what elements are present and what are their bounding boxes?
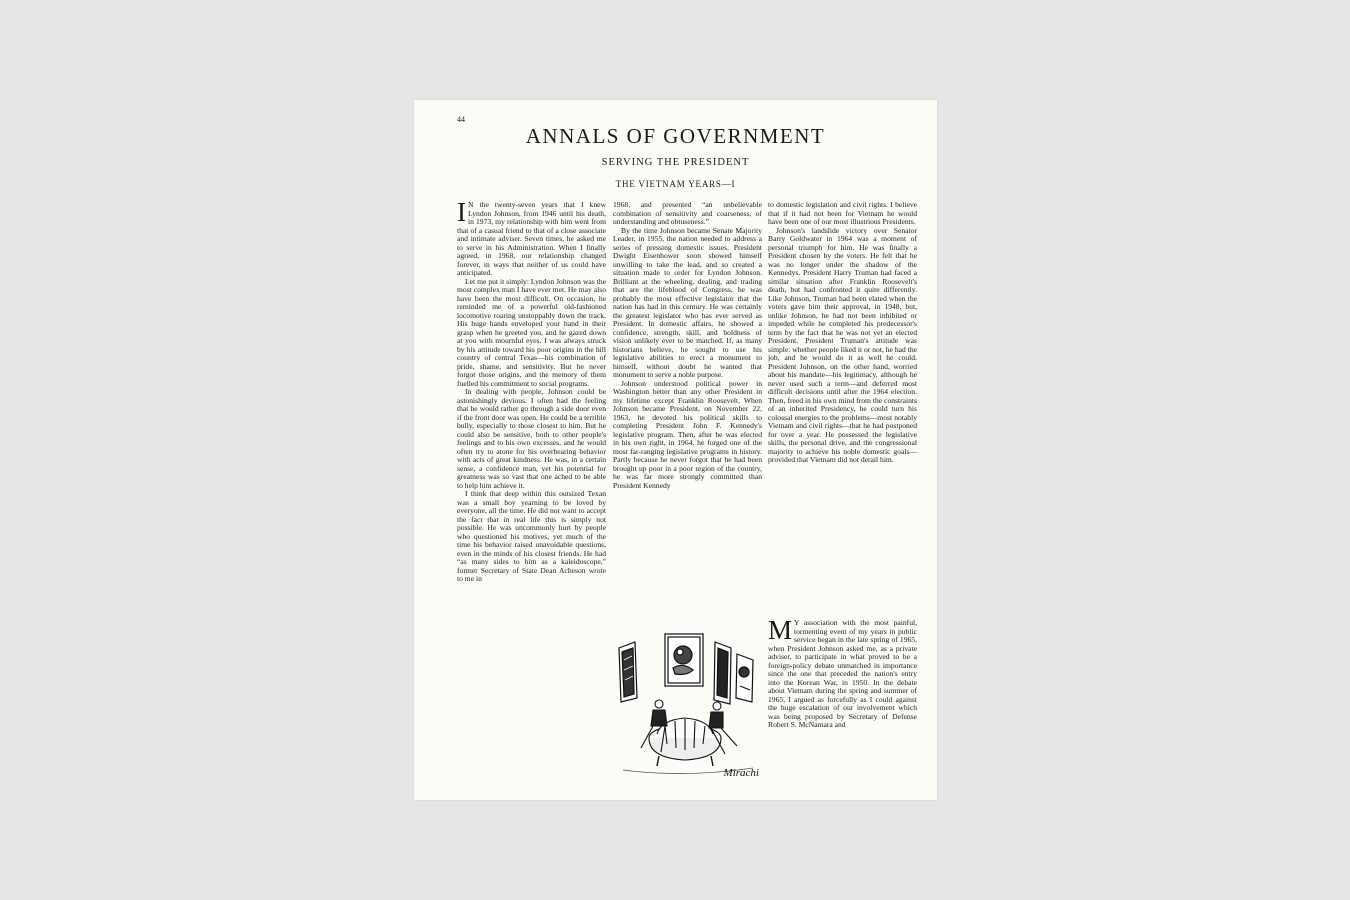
page-number: 44 <box>457 115 465 124</box>
article-column-2 <box>613 201 762 626</box>
article-column-1 <box>457 201 606 781</box>
paragraph: Johnson's landslide victory over Senator Barry Goldwater in 1964 was a moment of personal triumph for him. He was finally a President chosen by the voters. He felt that he was no longer under the shadow of the Kennedys. President Harry Truman had faced a similar situation after Franklin Roosevelt's death, but had confronted it quite differently. Like Johnson, Truman had been elated when the voters gave him their approval, in 1948, but, unlike Johnson, he had not been inhibited or impeded while he completed his predecessor's term by the fact that he was not yet an elected President. President Truman's attitude was simple: whether people liked it or not, he had the job, and he would do it as well he could. President Johnson, on the other hand, worried about his mandate—his legitimacy, although he never used such a term—and deferred most difficult decisions until after the 1964 election. Then, freed in his own mind from the constraints of an inherited Presidency, he could turn his colossal energies to the problems—most notably Vietnam and civil rights—that he had postponed for over a year. He possessed the legislative skills, the personal drive, and the congressional majority to achieve his noble domestic goals—provided that Vietnam did not derail him. <box>768 225 917 464</box>
paragraph: Johnson understood political power in Washington better than any other President in my lifetime except Franklin Roosevelt. When Johnson became President, on November 22, 1963, he devoted his political skills to completing President John F. Kennedy's legislative program. Then, after he was elected in his own right, in 1964, he forged one of the most far-ranging legislative programs in history. Partly because he never forgot that he had been brought up poor in a poor region of the country, he was far more strongly committed than President Kennedy <box>613 378 762 490</box>
drop-cap: M <box>768 619 793 645</box>
center-painting <box>665 634 703 686</box>
paragraph: Let me put it simply: Lyndon Johnson was the most complex man I have ever met. He may also have been the most difficult. On occasion, he reminded me of a powerful old-fashioned locomotive roaring unstoppably down the track. His huge hands enveloped your hand in their grasp when he greeted you, and he gazed down at you with mournful eyes. I was always struck by his attitude toward his poor origins in the hill country of central Texas—his combination of pride, shame, and sensitivity. But he never forgot those origins, and the memory of them fuelled his commitment to social programs. <box>457 276 606 388</box>
paragraph: M Y association with the most painful, tormenting event of my years in public service began in the late spring of 1965, when President Johnson asked me, as a private adviser, to participate in what proved to be a foreign-policy debate unmatched in importance since the one that preceded the nation's entry into the Korean War, in 1950. In the debate about Vietnam during the spring and summer of 1965, I argued as forcefully as I could against the huge escalation of our involvement which was being proposed by Secretary of Defense Robert S. McNamara and <box>768 619 917 729</box>
paragraph: I N the twenty-seven years that I knew Lyndon Johnson, from 1946 until his death, in 1973, my relationship with him went from that of a casual friend to that of a close associate and intimate adviser. Seven times, he asked me to serve in his Administration. When I finally agreed, in 1968, our relationship changed forever, in ways that neither of us could have anticipated. <box>457 201 606 277</box>
article-column-3 <box>768 201 917 597</box>
article-column-3-section <box>768 619 917 781</box>
artist-signature: Mirachi <box>723 767 759 779</box>
cartoon-illustration <box>613 630 762 782</box>
paragraph: I think that deep within this outsized Texan was a small boy yearning to be loved by everyone, all the time. He did not want to accept the fact that in real life this is simply not possible. He was uncommonly hurt by people who questioned his motives, yet much of the time his behavior raised unavoidable questions, even in the minds of his closest friends. He had “as many sides to him as a kaleidoscope,” former Secretary of State Dean Acheson wrote to me in <box>457 489 606 583</box>
left-painting <box>619 642 637 702</box>
magazine-page <box>414 100 937 800</box>
paragraph: to domestic legislation and civil rights. I believe that if it had not been for Vietnam he would have been one of our most illustrious Presidents. <box>768 201 917 226</box>
right-paintings <box>714 642 753 704</box>
series-title: THE VIETNAM YEARS—I <box>615 179 736 189</box>
paragraph: In dealing with people, Johnson could be astonishingly devious. I often had the feeling that he would rather go through a side door even if the front door was open. He could be a terrible bully, especially to those closest to him. But he could also be sensitive, both to other people's feelings and to his own excesses, and he would often try to atone for his overbearing behavior with acts of great kindness. He was, in a certain sense, a confidence man, yet his potential for greatness was so vast that one ached to be able to help him achieve it. <box>457 387 606 490</box>
page-title: ANNALS OF GOVERNMENT <box>525 124 826 148</box>
paragraph: 1968, and presented “an unbelievable combination of sensitivity and coarseness, of understanding and obtuseness.” <box>613 201 762 226</box>
drop-cap: I <box>457 201 466 227</box>
paragraph: By the time Johnson became Senate Majority Leader, in 1955, the nation needed to address a series of pressing domestic issues. President Dwight Eisenhower soon showed himself unwilling to take the lead, and so created a situation made to order for Lyndon Johnson. Brilliant at the wheeling, dealing, and trading that are the lifeblood of Congress, he was probably the most effective legislator that the nation has had in this century. He was certainly the greatest legislator who has ever served as President. In domestic affairs, he showed a confidence, strength, skill, and boldness of vision unlikely ever to be matched. If, as many historians believe, he sought to use his legislative abilities to erect a monument to himself, without doubt he wanted that monument to serve a noble purpose. <box>613 225 762 379</box>
article-subtitle: SERVING THE PRESIDENT <box>601 157 750 168</box>
